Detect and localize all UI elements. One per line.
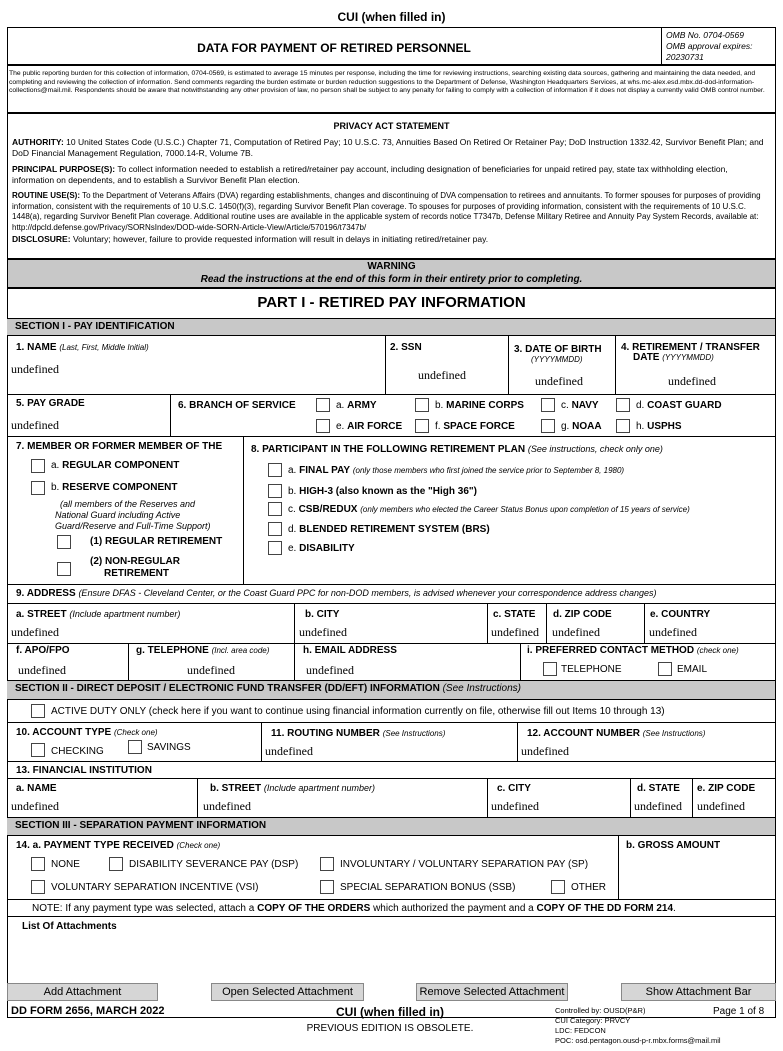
part-title: PART I - RETIRED PAY INFORMATION (257, 294, 526, 311)
space-force-label: f. SPACE FORCE (435, 421, 515, 432)
cui-category: CUI Category: PRVCY (555, 1016, 631, 1025)
final-pay-checkbox[interactable] (268, 463, 282, 477)
institution-street-input[interactable]: undefined (203, 799, 251, 813)
institution-zip-input[interactable]: undefined (697, 799, 745, 813)
vsi-label: VOLUNTARY SEPARATION INCENTIVE (VSI) (51, 882, 259, 893)
country-input[interactable]: undefined (649, 625, 697, 639)
navy-checkbox[interactable] (541, 398, 555, 412)
omb-date: 20230731 (666, 52, 704, 62)
institution-state-input[interactable]: undefined (634, 799, 682, 813)
email-input[interactable]: undefined (306, 663, 354, 677)
institution-label: 13. FINANCIAL INSTITUTION (16, 765, 152, 776)
ssb-checkbox[interactable] (320, 880, 334, 894)
contact-email-checkbox[interactable] (658, 662, 672, 676)
other-checkbox[interactable] (551, 880, 565, 894)
active-duty-checkbox[interactable] (31, 704, 45, 718)
sp-checkbox[interactable] (320, 857, 334, 871)
ssn-input[interactable]: undefined (418, 368, 466, 382)
gross-amount-input[interactable] (619, 854, 775, 898)
dob-hint: (YYYYMMDD) (531, 355, 583, 364)
telephone-label: g. TELEPHONE (Incl. area code) (136, 645, 270, 656)
apo-input[interactable]: undefined (18, 663, 66, 677)
reserve-note-2: National Guard including Active (55, 510, 181, 520)
dsp-checkbox[interactable] (109, 857, 123, 871)
show-attachment-bar-button[interactable]: Show Attachment Bar (621, 983, 776, 1001)
contact-method-label: i. PREFERRED CONTACT METHOD (check one) (527, 645, 739, 656)
disability-label: e. DISABILITY (288, 543, 355, 554)
savings-label: SAVINGS (147, 742, 191, 753)
state-input[interactable]: undefined (491, 625, 539, 639)
regular-component-label: a. REGULAR COMPONENT (51, 460, 180, 471)
usphs-label: h. USPHS (636, 421, 682, 432)
city-label: b. CITY (305, 609, 340, 620)
reserve-note-3: Guard/Reserve and Full-Time Support) (55, 521, 211, 531)
reserve-component-label: b. RESERVE COMPONENT (51, 482, 178, 493)
institution-state-label: d. STATE (637, 783, 680, 794)
country-label: e. COUNTRY (650, 609, 711, 620)
previous-edition: PREVIOUS EDITION IS OBSOLETE. (306, 1023, 474, 1034)
section-2-header: SECTION II - DIRECT DEPOSIT / ELECTRONIC FUND TRANSFER (DD/EFT) INFORMATION (See Instructions) (7, 680, 775, 700)
non-regular-label-1: (2) NON-REGULAR (90, 556, 180, 567)
final-pay-label: a. FINAL PAY (only those members who first joined the service prior to September 8, 1980) (288, 465, 625, 476)
high-3-label: b. HIGH-3 (also known as the "High 36") (288, 486, 477, 497)
air-force-checkbox[interactable] (316, 419, 330, 433)
warning-text: Read the instructions at the end of this form in their entirety prior to completing. (200, 274, 583, 285)
privacy-authority: AUTHORITY: 10 United States Code (U.S.C.) Chapter 71, Computation of Retired Pay; 10 U.S.C. 73, Annuities Based On Retired Or Retainer Pay; DoD Instruction 1332.42, Survivor Benefit Plan; and DoD Financial Management Regulation, 7000.14-R, Volume 7B. (12, 137, 764, 158)
zip-label: d. ZIP CODE (553, 609, 612, 620)
regular-component-checkbox[interactable] (31, 459, 45, 473)
disability-checkbox[interactable] (268, 541, 282, 555)
savings-checkbox[interactable] (128, 740, 142, 754)
address-label: 9. ADDRESS (Ensure DFAS - Cleveland Center, or the Coast Guard PPC for non-DOD members, is advised whenever your correspondence address changes) (16, 588, 657, 599)
checking-label: CHECKING (51, 746, 104, 757)
street-input[interactable]: undefined (11, 625, 59, 639)
open-attachment-button[interactable]: Open Selected Attachment (211, 983, 364, 1001)
regular-retirement-checkbox[interactable] (57, 535, 71, 549)
none-checkbox[interactable] (31, 857, 45, 871)
warning-title: WARNING (367, 261, 416, 272)
institution-name-label: a. NAME (16, 783, 57, 794)
vsi-checkbox[interactable] (31, 880, 45, 894)
sp-label: INVOLUNTARY / VOLUNTARY SEPARATION PAY (SP) (340, 859, 589, 870)
ssn-label: 2. SSN (390, 342, 422, 353)
regular-retirement-label: (1) REGULAR RETIREMENT (90, 536, 223, 547)
form-number: DD FORM 2656, MARCH 2022 (11, 1005, 165, 1017)
street-label: a. STREET (Include apartment number) (16, 609, 181, 620)
army-label: a. ARMY (336, 400, 377, 411)
active-duty-label: ACTIVE DUTY ONLY (check here if you want to continue using financial information currently on file, otherwise fill out Items 10 through 13) (51, 706, 665, 717)
noaa-checkbox[interactable] (541, 419, 555, 433)
cui-bottom: CUI (when filled in) (336, 1005, 444, 1019)
member-label: 7. MEMBER OR FORMER MEMBER OF THE (16, 441, 223, 452)
section-3-header: SECTION III - SEPARATION PAYMENT INFORMATION (7, 817, 775, 836)
coast-guard-checkbox[interactable] (616, 398, 630, 412)
privacy-purpose: PRINCIPAL PURPOSE(S): To collect information needed to establish a retired/retainer pay account, including designation of beneficiaries for unpaid retired pay, state tax withholding election, information on dependents, and to establish a Survivor Benefit Plan election. (12, 164, 728, 185)
name-input[interactable]: undefined (11, 362, 59, 376)
noaa-label: g. NOAA (561, 421, 602, 432)
dob-label: 3. DATE OF BIRTH (514, 344, 602, 355)
account-type-label: 10. ACCOUNT TYPE (Check one) (16, 727, 158, 738)
institution-zip-label: e. ZIP CODE (697, 783, 756, 794)
none-label: NONE (51, 859, 80, 870)
section-1-header: SECTION I - PAY IDENTIFICATION (7, 318, 775, 336)
telephone-input[interactable]: undefined (187, 663, 235, 677)
state-label: c. STATE (493, 609, 536, 620)
apo-label: f. APO/FPO (16, 645, 70, 656)
csb-redux-checkbox[interactable] (268, 502, 282, 516)
high-3-checkbox[interactable] (268, 484, 282, 498)
pay-grade-label: 5. PAY GRADE (16, 398, 85, 409)
name-label: 1. NAME (Last, First, Middle Initial) (16, 342, 149, 353)
account-number-input[interactable]: undefined (521, 744, 569, 758)
burden-statement: The public reporting burden for this collection of information, 0704-0569, is estimated to average 15 minutes per response, including the time for reviewing instructions, searching existing data sources, gathering and maintaining the data needed, and completing and reviewing the collection of information. Send comments regarding the burden estimate or burden reduction suggestions to the Department of Defense, Washington Headquarters Services, at whs.mc-alex.esd.mbx.dd-dod-information-collections@mail.mil. Respondents should be aware that notwithstanding any other provision of law, no person shall be subject to any penalty for failing to comply with a collection of information if it does not display a currently valid OMB control number. (9, 70, 765, 95)
routing-label: 11. ROUTING NUMBER (See Instructions) (271, 728, 446, 739)
payment-type-label: 14. a. PAYMENT TYPE RECEIVED (Check one) (16, 840, 221, 851)
reserve-component-checkbox[interactable] (31, 481, 45, 495)
routing-input[interactable]: undefined (265, 744, 313, 758)
page-number: Page 1 of 8 (713, 1006, 765, 1017)
omb-number: OMB No. 0704-0569 (666, 30, 744, 40)
coast-guard-label: d. COAST GUARD (636, 400, 722, 411)
dob-input[interactable]: undefined (535, 374, 583, 388)
cui-top: CUI (when filled in) (337, 10, 446, 24)
poc: POC: osd.pentagon.ousd-p-r.mbx.forms@mail.mil (555, 1036, 721, 1045)
attachments-title: List Of Attachments (22, 921, 117, 932)
ldc: LDC: FEDCON (555, 1026, 606, 1035)
contact-telephone-checkbox[interactable] (543, 662, 557, 676)
retirement-date-label: 4. RETIREMENT / TRANSFER (621, 342, 760, 353)
branch-label: 6. BRANCH OF SERVICE (178, 400, 296, 411)
email-label: h. EMAIL ADDRESS (303, 645, 397, 656)
marine-corps-label: b. MARINE CORPS (435, 400, 524, 411)
account-number-label: 12. ACCOUNT NUMBER (See Instructions) (527, 728, 706, 739)
brs-checkbox[interactable] (268, 522, 282, 536)
form-title: DATA FOR PAYMENT OF RETIRED PERSONNEL (197, 41, 471, 55)
privacy-title: PRIVACY ACT STATEMENT (333, 121, 450, 131)
checking-checkbox[interactable] (31, 743, 45, 757)
non-regular-retirement-checkbox[interactable] (57, 562, 71, 576)
zip-input[interactable]: undefined (552, 625, 600, 639)
marine-corps-checkbox[interactable] (415, 398, 429, 412)
city-input[interactable]: undefined (299, 625, 347, 639)
other-label: OTHER (571, 882, 606, 893)
csb-redux-label: c. CSB/REDUX (only members who elected the Career Status Bonus upon completion of 15 years of service) (288, 504, 690, 515)
non-regular-label-2: RETIREMENT (104, 568, 169, 579)
institution-city-input[interactable]: undefined (491, 799, 539, 813)
usphs-checkbox[interactable] (616, 419, 630, 433)
gross-amount-label: b. GROSS AMOUNT (626, 840, 721, 851)
attach-note: NOTE: If any payment type was selected, attach a COPY OF THE ORDERS which authorized the payment and a COPY OF THE DD FORM 214. (32, 903, 676, 914)
contact-telephone-label: TELEPHONE (561, 664, 622, 675)
institution-city-label: c. CITY (497, 783, 531, 794)
add-attachment-button[interactable]: Add Attachment (7, 983, 158, 1001)
pay-grade-input[interactable]: undefined (11, 418, 59, 432)
privacy-routine: ROUTINE USE(S): To the Department of Veterans Affairs (DVA) regarding establishments, changes and discontinuing of DVA compensation to retirees and annuitants. To former spouses for purposes of providing information, consistent with the requirements of 10 U.S.C. 1450(f)(3), regarding Survivor Benefit Plan coverage. To spouses for purposes of providing information, consistent with the requirements of 10 U.S.C. 1448(a), regarding Survivor Benefit Plan coverage. Additional routine uses are available in the applicable system of records notice T7347b, Defense Military Retiree and Annuity Pay System Records, available at: http://dpcld.defense.gov/Privacy/SORNsIndex/DOD-wide-SORN-Article-View/Article/570196/t7347b/ (12, 191, 761, 232)
dsp-label: DISABILITY SEVERANCE PAY (DSP) (129, 859, 299, 870)
institution-name-input[interactable]: undefined (11, 799, 59, 813)
reserve-note-1: (all members of the Reserves and (60, 499, 196, 509)
brs-label: d. BLENDED RETIREMENT SYSTEM (BRS) (288, 524, 490, 535)
ssb-label: SPECIAL SEPARATION BONUS (SSB) (340, 882, 516, 893)
controlled-by: Controlled by: OUSD(P&R) (555, 1006, 646, 1015)
army-checkbox[interactable] (316, 398, 330, 412)
remove-attachment-button[interactable]: Remove Selected Attachment (416, 983, 568, 1001)
privacy-disclosure: DISCLOSURE: Voluntary; however, failure to provide requested information will result in delays in initiating retired/retainer pay. (12, 234, 489, 244)
navy-label: c. NAVY (561, 400, 599, 411)
air-force-label: e. AIR FORCE (336, 421, 403, 432)
institution-street-label: b. STREET (Include apartment number) (210, 783, 375, 794)
attachments-list[interactable] (8, 934, 775, 982)
space-force-checkbox[interactable] (415, 419, 429, 433)
plan-label: 8. PARTICIPANT IN THE FOLLOWING RETIREMENT PLAN (See instructions, check only one) (251, 444, 663, 455)
omb-exp: OMB approval expires: (666, 41, 753, 51)
retirement-date-label2: DATE (YYYYMMDD) (633, 352, 714, 363)
contact-email-label: EMAIL (677, 664, 708, 675)
retirement-date-input[interactable]: undefined (668, 374, 716, 388)
